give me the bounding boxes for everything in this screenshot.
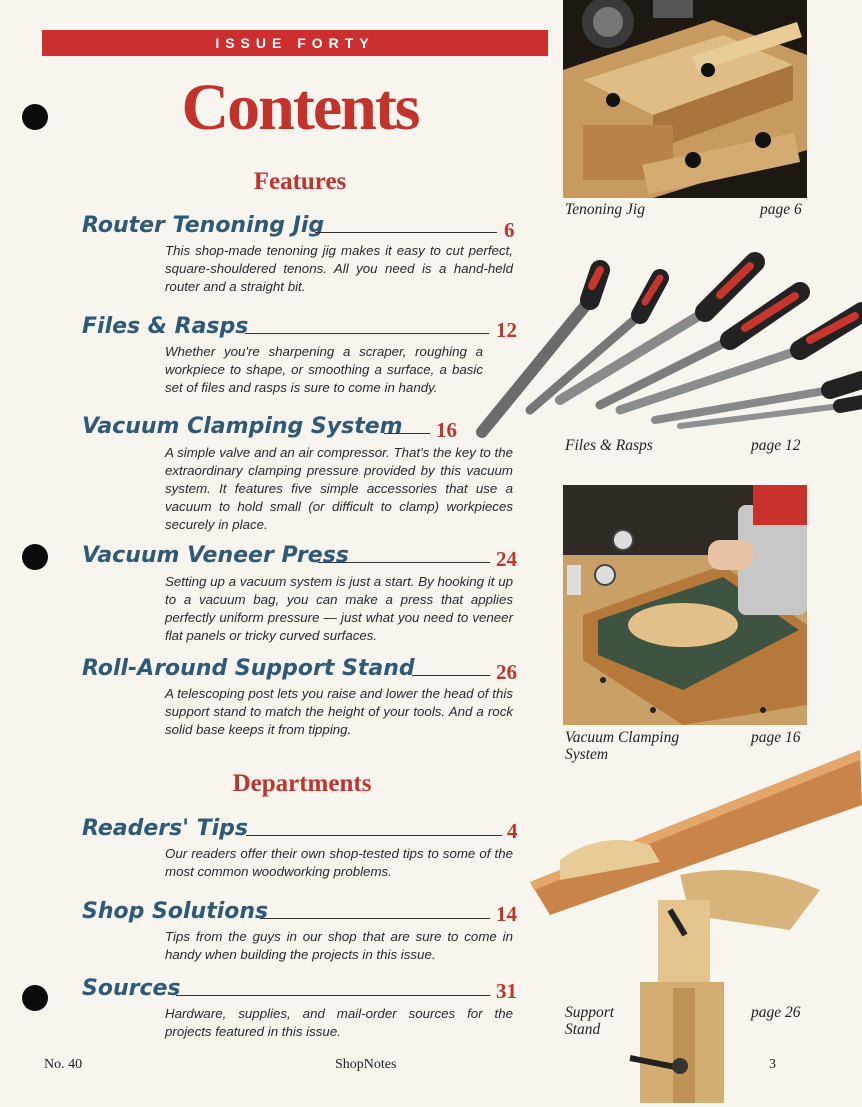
entry-title-router-tenoning-jig[interactable]: Router Tenoning Jig	[82, 213, 325, 238]
entry-page-number: 12	[496, 318, 517, 342]
features-heading: Features	[253, 168, 347, 195]
issue-banner: ISSUE FORTY	[42, 30, 548, 56]
photo-tenoning-jig	[563, 0, 807, 198]
entry-title-vacuum-veneer-press[interactable]: Vacuum Veneer Press	[82, 543, 349, 568]
caption-tenoning-jig: Tenoning Jig	[565, 201, 645, 218]
entry-page-number: 16	[436, 418, 457, 442]
caption-page: page 6	[760, 201, 802, 218]
entry-description: A telescoping post lets you raise and lower the head of this support stand to match the height of your tools. And a rock solid base keeps it from tipping.	[165, 686, 513, 737]
binder-hole-top	[22, 104, 48, 130]
entry-title-sources[interactable]: Sources	[82, 976, 181, 1001]
entry-description: A simple valve and an air compressor. That's the key to the extraordinary clamping pressure provided by this vacuum system. It features five simple accessories that use a vacuum to hold small (or difficult to clamp) workpieces securely in place.	[165, 445, 513, 532]
footer-publication: ShopNotes	[335, 1057, 397, 1072]
footer-issue-number: No. 40	[44, 1057, 83, 1072]
caption-files-rasps: Files & Rasps	[565, 437, 653, 454]
leader-rule	[246, 835, 502, 836]
photo-support-stand	[530, 750, 862, 1103]
caption-vacuum-clamping-system: Vacuum Clamping System	[565, 729, 680, 763]
binder-hole-bottom	[22, 985, 48, 1011]
entry-description: Whether you're sharpening a scraper, roughing a workpiece to shape, or smoothing a surface, a basic set of files and rasps is sure to come in handy.	[165, 344, 483, 395]
entry-page-number: 14	[496, 902, 517, 926]
entry-description: Hardware, supplies, and mail-order sources for the projects featured in this issue.	[165, 1006, 513, 1039]
photo-files-rasps	[470, 240, 862, 440]
entry-page-number: 4	[507, 819, 518, 843]
leader-rule	[384, 433, 430, 434]
entry-title-vacuum-clamping-system[interactable]: Vacuum Clamping System	[82, 414, 403, 439]
entry-description: This shop-made tenoning jig makes it easy to cut perfect, square-shouldered tenons. All you need is a hand-held router and a straight bit.	[165, 243, 513, 294]
leader-rule	[315, 232, 497, 233]
leader-rule	[176, 995, 490, 996]
caption-page: page 16	[751, 729, 801, 746]
leader-rule	[245, 333, 489, 334]
entry-description: Our readers offer their own shop-tested tips to some of the most common woodworking problems.	[165, 846, 513, 879]
entry-page-number: 6	[504, 218, 515, 242]
footer-page-number: 3	[769, 1057, 776, 1072]
departments-heading: Departments	[232, 770, 372, 797]
leader-rule	[318, 562, 490, 563]
binder-hole-middle	[22, 544, 48, 570]
caption-page: page 12	[751, 437, 801, 454]
entry-page-number: 24	[496, 547, 517, 571]
entry-page-number: 31	[496, 979, 517, 1003]
entry-description: Tips from the guys in our shop that are sure to come in handy when building the projects in this issue.	[165, 929, 513, 962]
entry-title-shop-solutions[interactable]: Shop Solutions	[82, 899, 269, 924]
entry-title-roll-around-support-stand[interactable]: Roll-Around Support Stand	[82, 656, 415, 681]
leader-rule	[260, 918, 490, 919]
leader-rule	[412, 675, 490, 676]
entry-page-number: 26	[496, 660, 517, 684]
page-title: Contents	[181, 71, 419, 144]
entry-title-files-rasps[interactable]: Files & Rasps	[82, 314, 249, 339]
caption-page: page 26	[751, 1004, 801, 1021]
entry-title-readers-tips[interactable]: Readers' Tips	[82, 816, 249, 841]
entry-description: Setting up a vacuum system is just a start. By hooking it up to a vacuum bag, you can make a press that applies perfectly uniform pressure — just what you need to veneer flat panels or tricky curved surfaces.	[165, 574, 513, 643]
photo-vacuum-clamping-system	[563, 485, 807, 725]
caption-support-stand: Support Stand	[565, 1004, 615, 1038]
